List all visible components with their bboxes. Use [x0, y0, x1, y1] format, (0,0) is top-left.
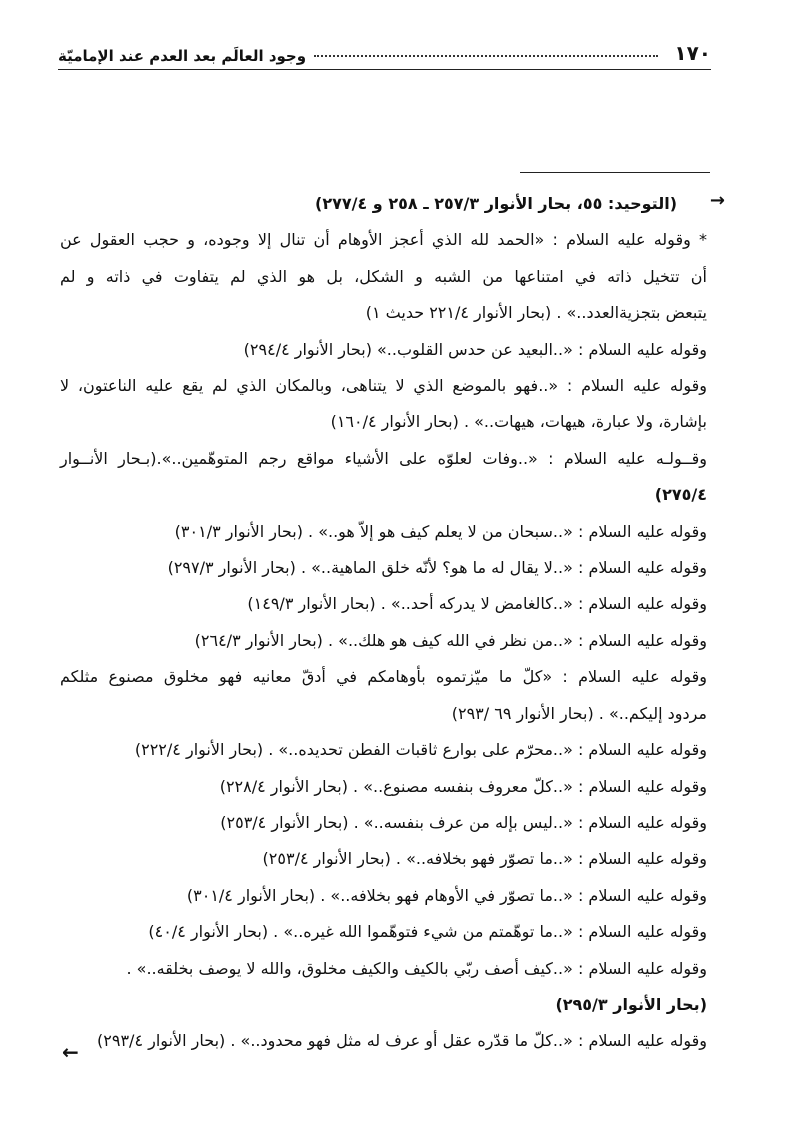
text-line: وقوله عليه السلام : «..كيف أصف ربّي بالكيف والكيف مخلوق، والله لا يوصف بخلقه..» .	[126, 958, 707, 978]
text-line: بإشارة، ولا عبارة، هيهات، هيهات..» . (بحار الأنوار ١٦٠/٤)	[330, 412, 707, 432]
text-line: وقوله عليه السلام : «..كلّ ما قدّره عقل أو عرف له مثل فهو محدود..» . (بحار الأنوار ٢٩٣/٤)	[97, 1031, 707, 1051]
text-line: أن تتخيل ذاته في امتناعها من الشبه و الشكل، بل هو الذي لم يتفاوت في ذاته و لم	[60, 266, 707, 286]
footnote-body	[60, 186, 707, 1060]
page-header	[58, 30, 711, 70]
text-line: وقوله عليه السلام : «كلّ ما ميّزتموه بأوهامكم في أدقّ معانيه فهو مخلوق مصنوع مثلكم	[60, 667, 707, 687]
text-line: يتبعض بتجزيةالعدد..» . (بحار الأنوار ٢٢١/٤ حديث ١)	[365, 303, 707, 323]
text-line: وقوله عليه السلام : «..كالغامض لا يدركه أحد..» . (بحار الأنوار ١٤٩/٣)	[247, 594, 707, 614]
arrow-left-icon: ←	[62, 1040, 79, 1064]
text-line: وقوله عليه السلام : «..لا يقال له ما هو؟ لأنّه خلق الماهية..» . (بحار الأنوار ٢٩٧/٣)	[167, 558, 707, 578]
text-line: وقوله عليه السلام : «..من نظر في الله كيف هو هلك..» . (بحار الأنوار ٢٦٤/٣)	[194, 630, 707, 650]
text-line: وقوله عليه السلام : «..سبحان من لا يعلم كيف هو إلاّ هو..» . (بحار الأنوار ٣٠١/٣)	[174, 521, 707, 541]
text-line: ٢٧٥/٤)	[654, 485, 707, 505]
text-line: وقوله عليه السلام : «..البعيد عن حدس القلوب..» (بحار الأنوار ٢٩٤/٤)	[243, 339, 707, 359]
header-dot-leader	[314, 55, 658, 57]
page-number: ١٧٠	[674, 41, 711, 65]
text-line: * وقوله عليه السلام : «الحمد لله الذي أعجز الأوهام أن تنال إلا وجوده، و حجب العقول عن	[60, 230, 707, 250]
text-line: وقوله عليه السلام : «..ما توهّمتم من شيء فتوهّموا الله غيره..» . (بحار الأنوار ٤٠/٤)	[148, 922, 707, 942]
running-title: وجود العالَم بعد العدم عند الإماميّة	[58, 47, 307, 65]
text-line: وقوله عليه السلام : «..فهو بالموضع الذي لا يتناهى، وبالمكان الذي لم يقع عليه الناعتون، لا	[60, 376, 707, 396]
text-line: مردود إليكم..» . (بحار الأنوار ٦٩ /٢٩٣)	[451, 703, 707, 723]
text-line: وقــولـه عليه السلام : «..وفات لعلوّه على الأشياء مواقع رجم المتوهّمين..».(بـحار الأنــوار	[60, 448, 707, 468]
text-line: وقوله عليه السلام : «..ما تصوّر فهو بخلافه..» . (بحار الأنوار ٢٥٣/٤)	[262, 849, 707, 869]
text-line: وقوله عليه السلام : «..ليس بإله من عرف بنفسه..» . (بحار الأنوار ٢٥٣/٤)	[220, 812, 707, 832]
text-line: (بحار الأنوار ٢٩٥/٣)	[555, 994, 707, 1014]
text-line: وقوله عليه السلام : «..كلّ معروف بنفسه مصنوع..» . (بحار الأنوار ٢٢٨/٤)	[219, 776, 707, 796]
arrow-right-icon: →	[709, 190, 725, 211]
text-line: وقوله عليه السلام : «..محرّم على بوارع ثاقبات الفطن تحديده..» . (بحار الأنوار ٢٢٢/٤)	[134, 740, 707, 760]
text-line: (التوحيد: ٥٥، بحار الأنوار ٢٥٧/٣ ـ ٢٥٨ و ٢٧٧/٤)	[315, 194, 677, 213]
footnote-separator	[520, 172, 710, 173]
text-line: وقوله عليه السلام : «..ما تصوّر في الأوهام فهو بخلافه..» . (بحار الأنوار ٣٠١/٤)	[186, 885, 707, 905]
